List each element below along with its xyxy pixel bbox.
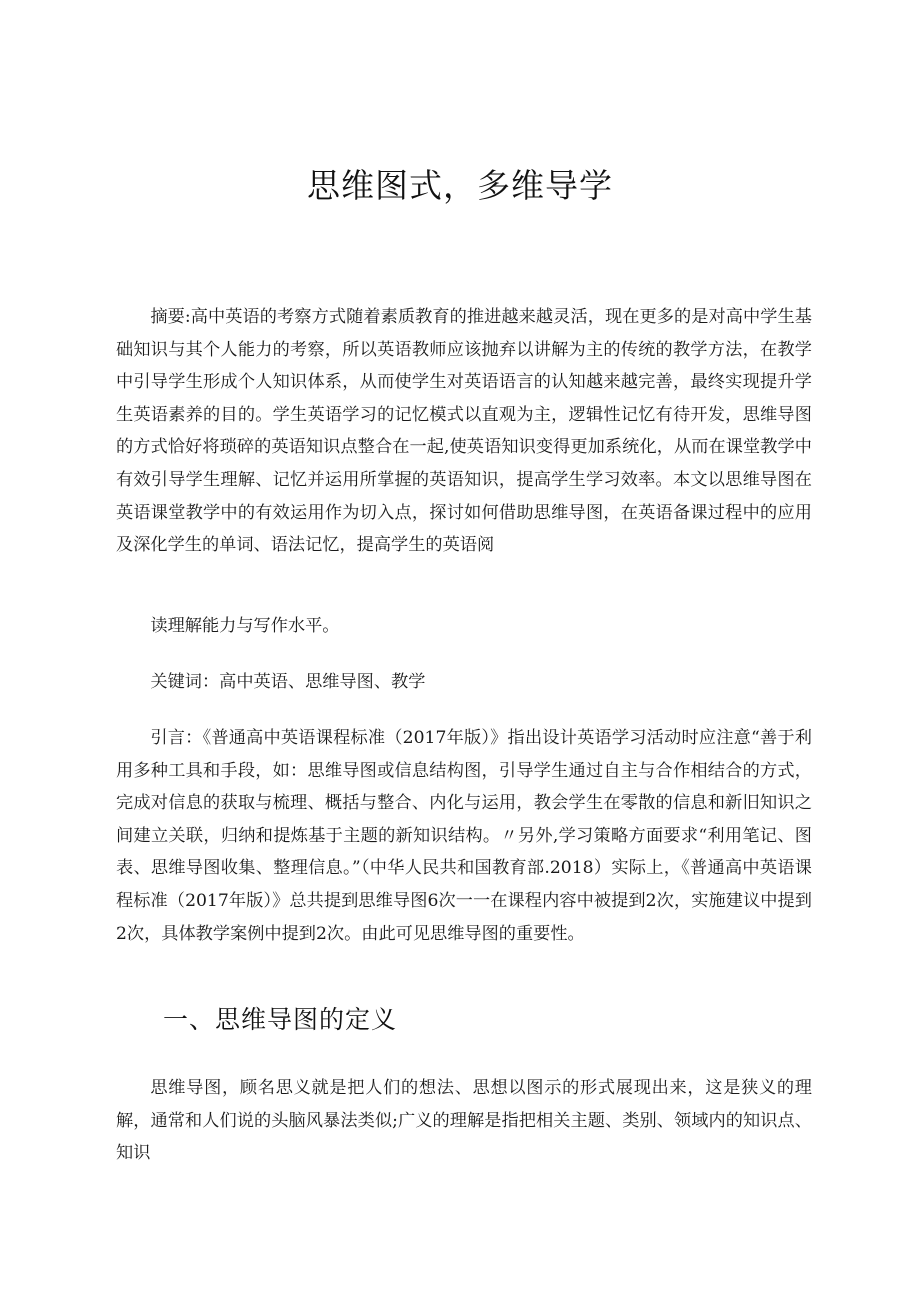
abstract-continuation-block	[116, 610, 812, 643]
abstract-continuation-paragraph: 读理解能力与写作水平。	[150, 616, 340, 636]
keywords-paragraph: 关键词：高中英语、思维导图、教学	[150, 672, 426, 692]
section-heading: 一、思维导图的定义	[163, 1005, 398, 1034]
introduction-block	[116, 722, 812, 950]
introduction-paragraph: 引言：《普通高中英语课程标准（2017年版）》指出设计英语学习活动时应注意“善于利用多种工具和手段，如：思维导图或信息结构图，引导学生通过自主与合作相结合的方式，完成对信息的获取与梳理、概括与整合、内化与运用，教会学生在零散的信息和新旧知识之间建立关联，归纳和提炼基于主题的新知识结构。〃另外,学习策略方面要求“利用笔记、图表、思维导图收集、整理信息。”（中华人民共和国教育部.2018）实际上，《普通高中英语课程标准（2017年版）》总共提到思维导图6次一一在课程内容中被提到2次，实施建议中提到2次，具体教学案例中提到2次。由此可见思维导图的重要性。	[116, 728, 812, 944]
abstract-paragraph: 摘要:高中英语的考察方式随着素质教育的推进越来越灵活，现在更多的是对高中学生基础知识与其个人能力的考察，所以英语教师应该抛弃以讲解为主的传统的教学方法，在教学中引导学生形成个人知识体系，从而使学生对英语语言的认知越来越完善，最终实现提升学生英语素养的目的。学生英语学习的记忆模式以直观为主，逻辑性记忆有待开发，思维导图的方式恰好将琐碎的英语知识点整合在一起,使英语知识变得更加系统化，从而在课堂教学中有效引导学生理解、记忆并运用所掌握的英语知识，提高学生学习效率。本文以思维导图在英语课堂教学中的有效运用作为切入点，探讨如何借助思维导图，在英语备课过程中的应用及深化学生的单词、语法记忆，提高学生的英语阅	[116, 307, 812, 556]
section-body-block	[116, 1072, 812, 1170]
section-body-paragraph: 思维导图，顾名思义就是把人们的想法、思想以图示的形式展现出来，这是狭义的理解，通常和人们说的头脑风暴法类似;广义的理解是指把相关主题、类别、领域内的知识点、知识	[116, 1078, 812, 1164]
abstract-block	[116, 301, 812, 562]
keywords-block	[116, 666, 812, 699]
document-title: 思维图式，多维导学	[307, 166, 613, 205]
